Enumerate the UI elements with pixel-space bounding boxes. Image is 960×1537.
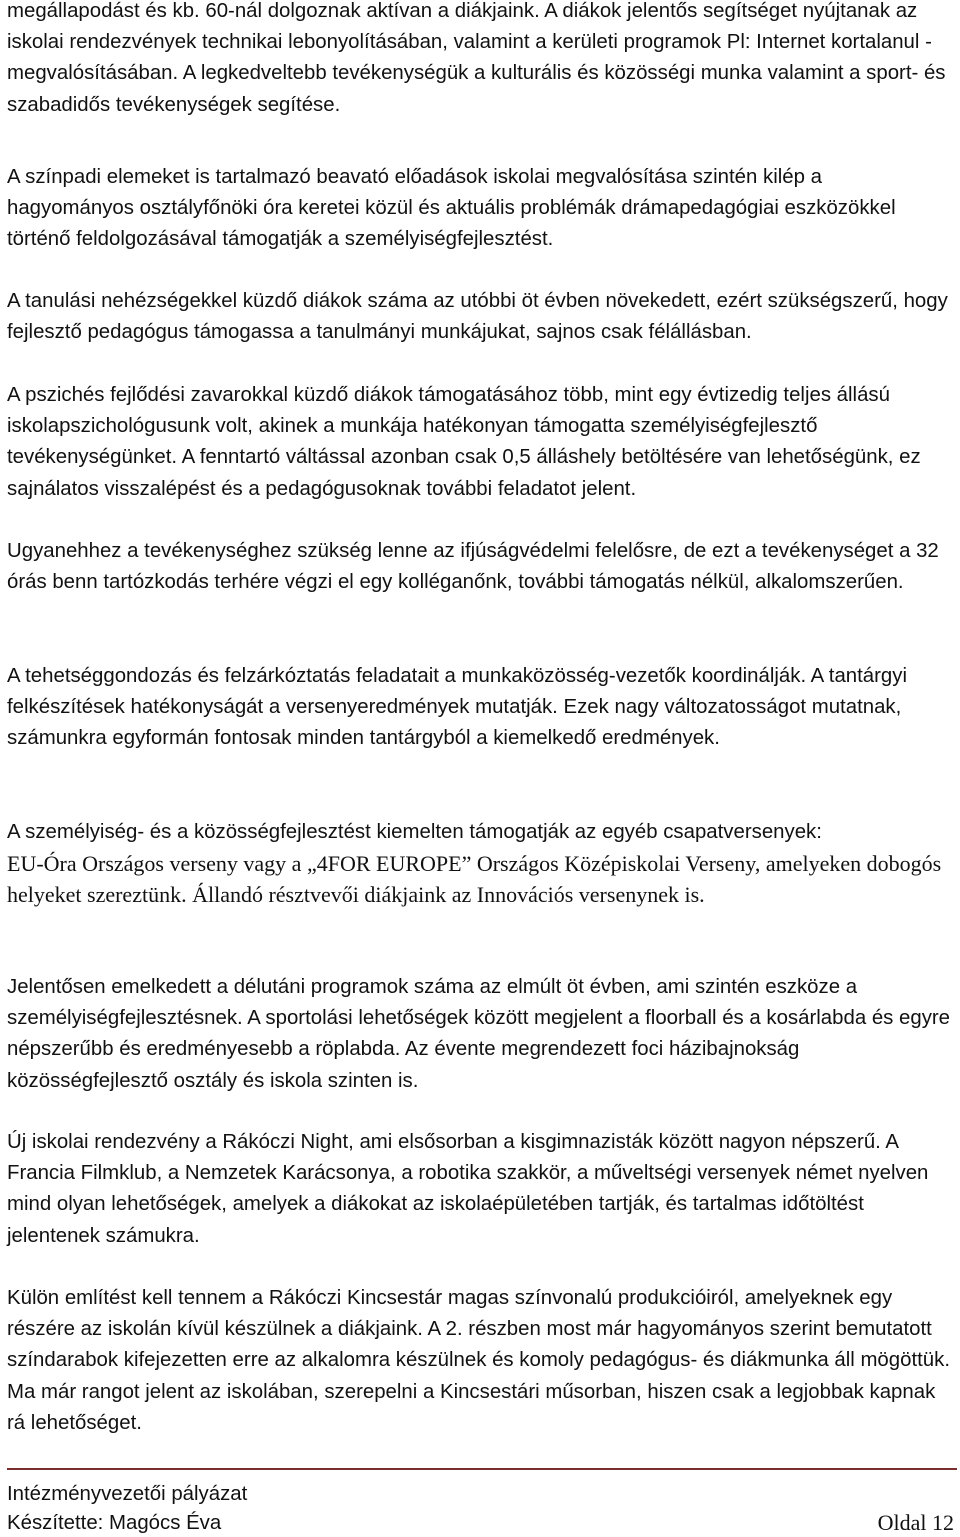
footer-title: Intézményvezetői pályázat xyxy=(7,1483,248,1505)
paragraph-block xyxy=(7,162,953,256)
paragraph-block xyxy=(7,380,953,505)
paragraph-block xyxy=(7,0,953,121)
paragraph-kincsestar: Külön említést kell tennem a Rákóczi Kincsestár magas színvonalú produkcióiról, amelyeknek egy részére az iskolán kívül készülnek a diákjaink. A 2. részben most már hagyományos szerint bemutatott színdarabok kifejezetten erre az alkalomra készülnek és komoly pedagógus- és diákmunka áll mögöttük. Ma már rangot jelent az iskolában, szerepelni a Kincsestári műsorban, hiszen csak a legjobbak kapnak rá lehetőséget. xyxy=(7,1287,950,1434)
paragraph-ifjusagvedelem: Ugyanehhez a tevékenységhez szükség lenne az ifjúságvédelmi felelősre, de ezt a tevékenységet a 32 órás benn tartózkodás terhére végzi el egy kolléganőnk, további támogatás nélkül, alkalomszerűen. xyxy=(7,540,939,594)
paragraph-block xyxy=(7,661,953,755)
footer-page-number: Oldal 12 xyxy=(877,1510,954,1535)
paragraph-rendezvenyek: Új iskolai rendezvény a Rákóczi Night, ami elsősorban a kisgimnazisták között nagyon népszerű. A Francia Filmklub, a Nemzetek Karácsonya, a robotika szakkör, a műveltségi versenyek német nyelven mind olyan lehetőségek, amelyek a diákokat az iskolaépületében tartják, és tartalmas időtöltést jelentenek számukra. xyxy=(7,1131,929,1247)
footer-author-row xyxy=(7,1509,957,1537)
paragraph-block xyxy=(7,972,953,1097)
paragraph-diak-munka: megállapodást és kb. 60-nál dolgoznak aktívan a diákjaink. A diákok jelentős segítséget nyújtanak az iskolai rendezvények technikai lebonyolításában, valamint a kerületi programok Pl: Internet kortalanul - megvalósításában. A legkedveltebb tevékenységük a kulturális és közösségi munka valamint a sport- és szabadidős tevékenységek segítése. xyxy=(7,0,946,116)
footer-divider xyxy=(7,1468,957,1470)
paragraph-tehetseggondozas: A tehetséggondozás és felzárkóztatás feladatait a munkaközösség-vezetők koordinálják. A tantárgyi felkészítések hatékonyságát a versenyeredmények mutatják. Ezek nagy változatosságot mutatnak, számunkra egyformán fontosak minden tantárgyból a kiemelkedő eredmények. xyxy=(7,665,907,750)
paragraph-pszichologus: A pszichés fejlődési zavarokkal küzdő diákok támogatásához több, mint egy évtizedig teljes állású iskolapszichológusunk volt, akinek a munkája hatékonyan támogatta személyiségfejlesztő tevékenységünket. A fenntartó váltással azonban csak 0,5 álláshely betöltésére van lehetőségünk, ez sajnálatos visszalépést és a pedagógusoknak további feladatot jelent. xyxy=(7,384,921,500)
paragraph-block xyxy=(7,1127,953,1252)
paragraph-block xyxy=(7,1283,953,1439)
paragraph-versenyek-serif: EU-Óra Országos verseny vagy a „4FOR EUROPE” Országos Középiskolai Verseny, amelyeken dobogós helyeket szereztünk. Állandó résztvevői diákjaink az Innovációs versenynek is. xyxy=(7,851,942,908)
paragraph-delutani-programok: Jelentősen emelkedett a délutáni programok száma az elmúlt öt évben, ami szintén eszköze a személyiségfejlesztésnek. A sportolási lehetőségek között megjelent a floorball és a kosárlabda és egyre népszerűbb és eredményesebb a röplabda. Az évente megrendezett foci házibajnokság közösségfejlesztő osztály és iskola szinten is. xyxy=(7,976,951,1092)
paragraph-csapatversenyek: A személyiség- és a közösségfejlesztést kiemelten támogatják az egyéb csapatversenyek: xyxy=(7,821,822,843)
paragraph-block xyxy=(7,817,953,911)
paragraph-block xyxy=(7,536,953,598)
paragraph-block xyxy=(7,286,953,348)
paragraph-szinpadi-elemek: A színpadi elemeket is tartalmazó beavató előadások iskolai megvalósítása szintén kilép a hagyományos osztályfőnöki óra keretei közül és aktuális problémák drámapedagógiai eszközökkel történő feldolgozásával támogatják a személyiségfejlesztést. xyxy=(7,166,896,251)
footer-author: Készítette: Magócs Éva xyxy=(7,1512,222,1534)
paragraph-tanulasi-nehezsegek: A tanulási nehézségekkel küzdő diákok száma az utóbbi öt évben növekedett, ezért szükségszerű, hogy fejlesztő pedagógus támogassa a tanulmányi munkájukat, sajnos csak félállásban. xyxy=(7,290,948,344)
